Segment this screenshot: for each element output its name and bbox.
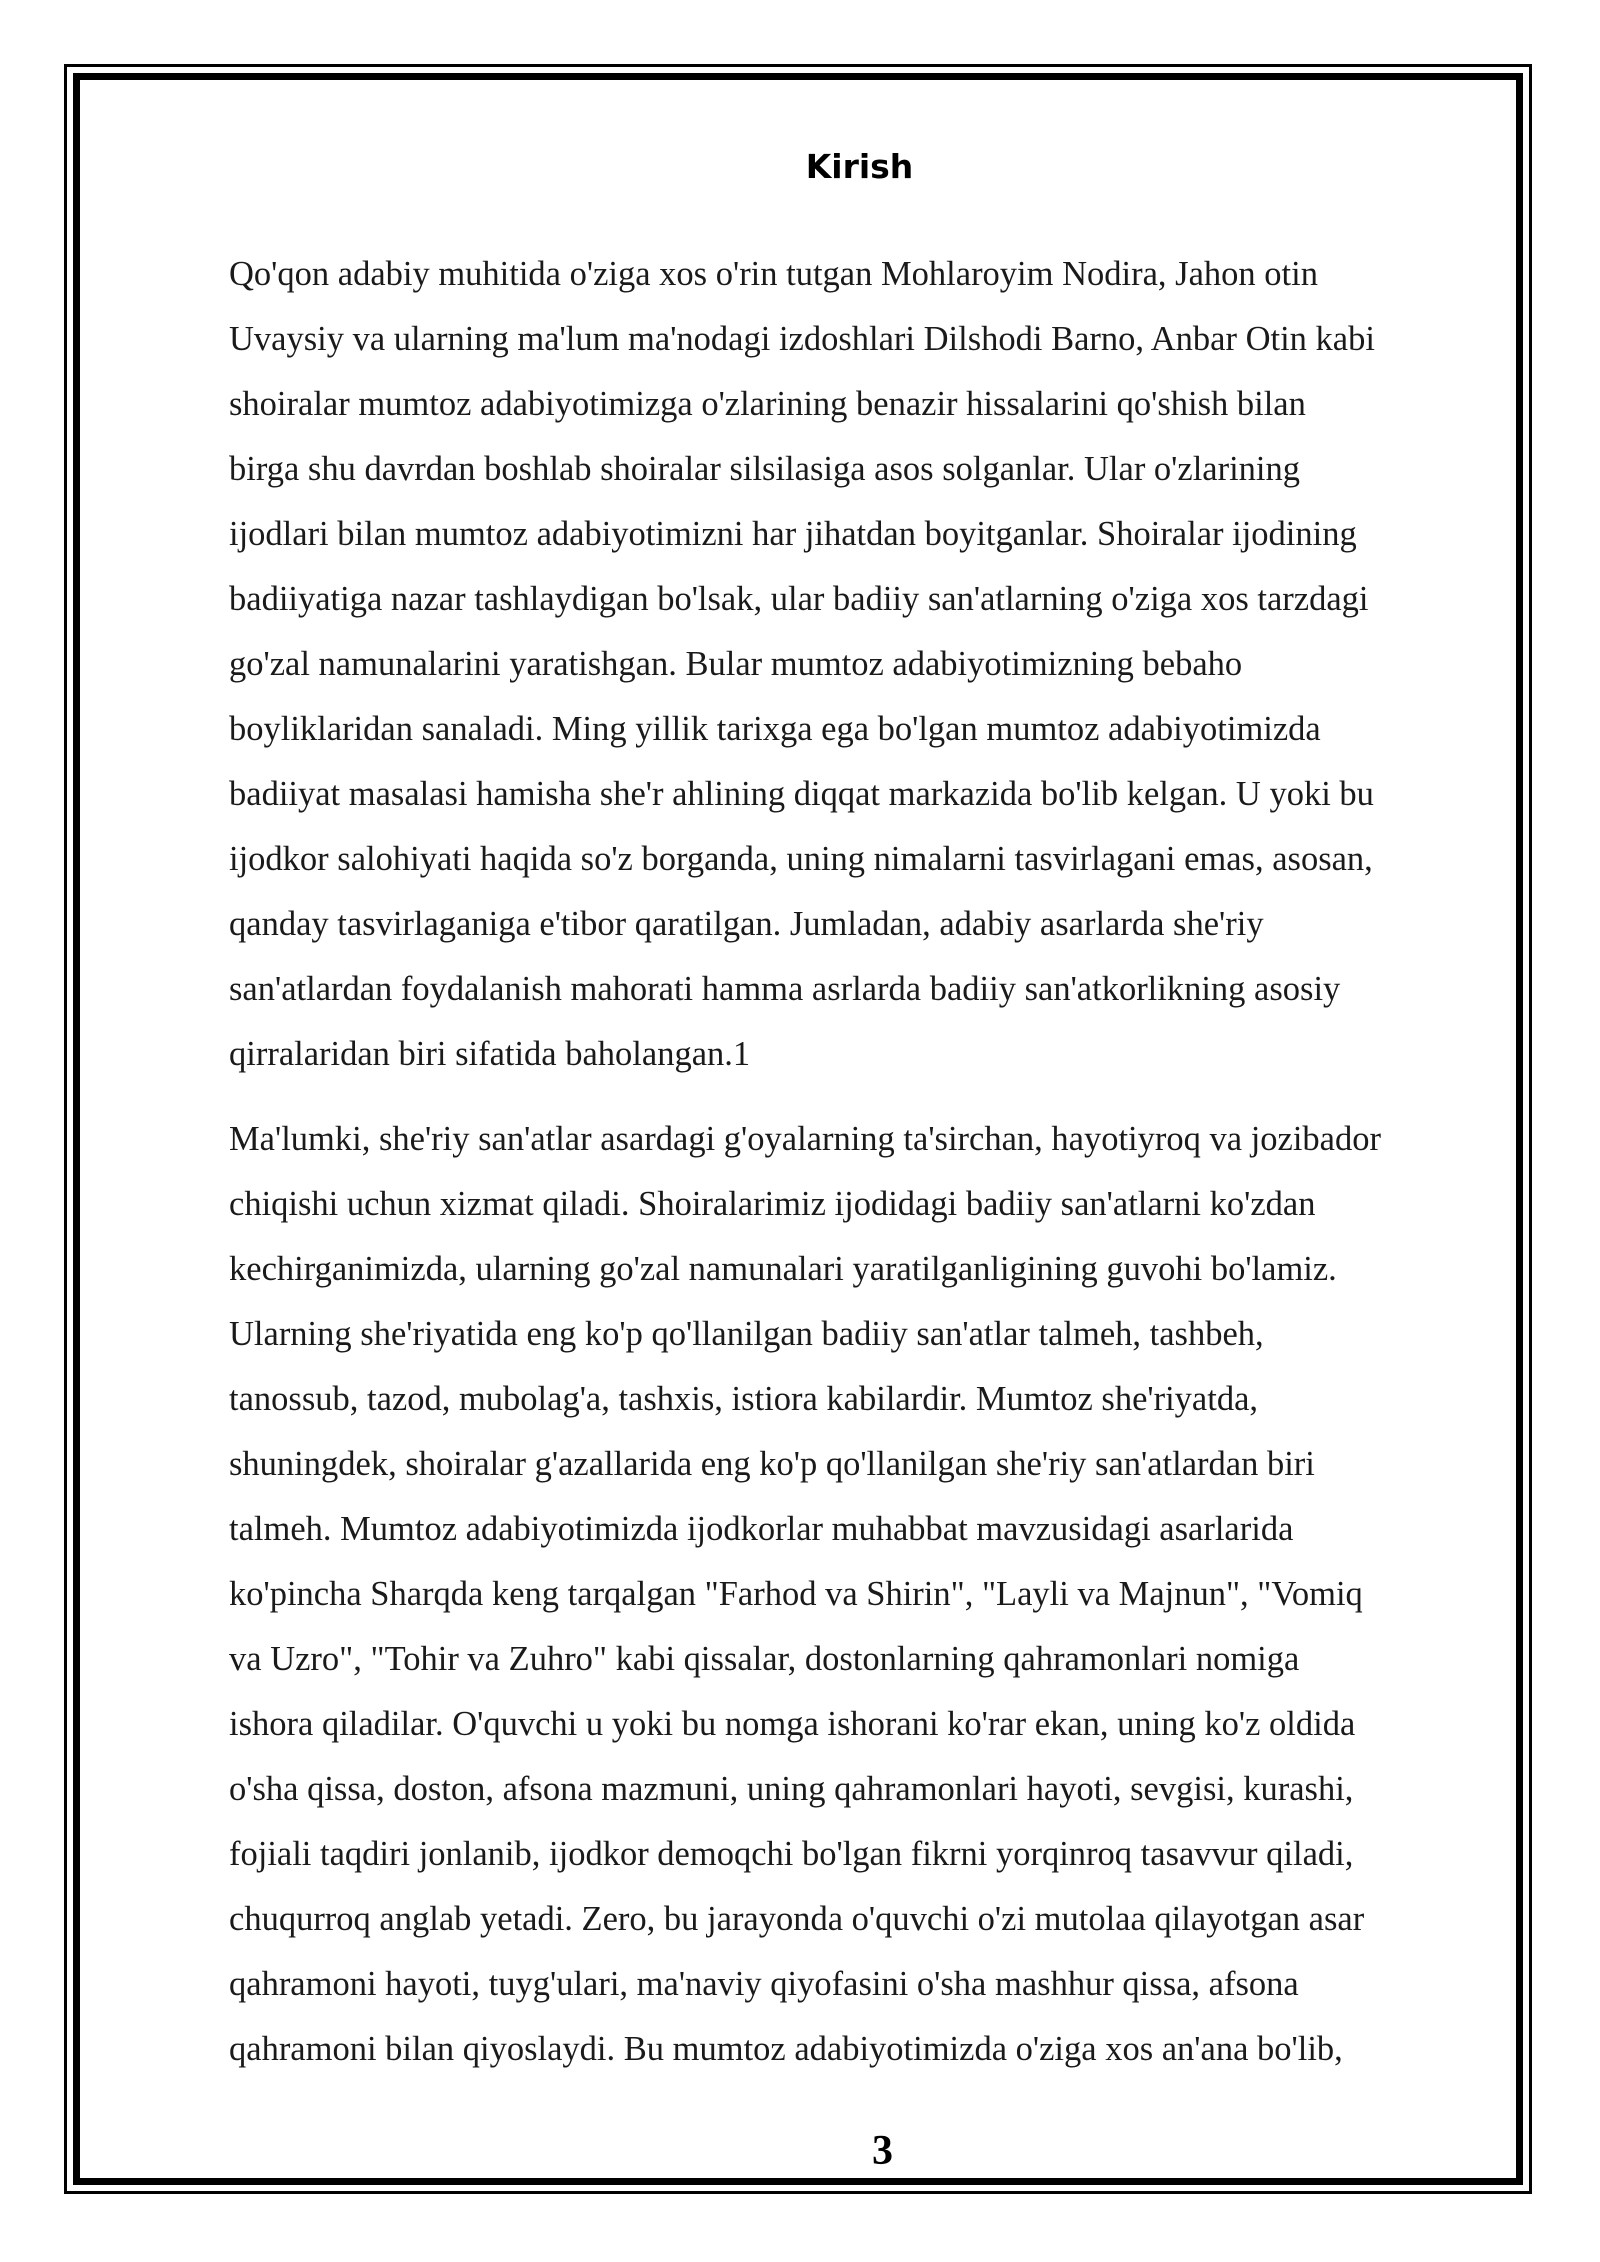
paragraph-2 (229, 1107, 1489, 2082)
text-line: qanday tasvirlaganiga e'tibor qaratilgan. Jumladan, adabiy asarlarda she'riy (229, 905, 1264, 943)
text-line: Qo'qon adabiy muhitida o'ziga xos o'rin tutgan Mohlaroyim Nodira, Jahon otin (229, 255, 1318, 293)
text-line: fojiali taqdiri jonlanib, ijodkor demoqchi bo'lgan fikrni yorqinroq tasavvur qiladi, (229, 1835, 1354, 1873)
text-line: ijodlari bilan mumtoz adabiyotimizni har jihatdan boyitganlar. Shoiralar ijodining (229, 515, 1357, 553)
text-line: chiqishi uchun xizmat qiladi. Shoiralarimiz ijodidagi badiiy san'atlarni ko'zdan (229, 1185, 1316, 1223)
text-line: shuningdek, shoiralar g'azallarida eng ko'p qo'llanilgan she'riy san'atlardan biri (229, 1445, 1315, 1483)
text-line: Uvaysiy va ularning ma'lum ma'nodagi izdoshlari Dilshodi Barno, Anbar Otin kabi (229, 320, 1375, 358)
title-container (73, 147, 1600, 186)
text-line: Ma'lumki, she'riy san'atlar asardagi g'oyalarning ta'sirchan, hayotiyroq va jozibador (229, 1120, 1381, 1158)
text-line: talmeh. Mumtoz adabiyotimizda ijodkorlar muhabbat mavzusidagi asarlarida (229, 1510, 1294, 1548)
text-line: san'atlardan foydalanish mahorati hamma asrlarda badiiy san'atkorlikning asosiy (229, 970, 1341, 1008)
text-line: va Uzro", "Tohir va Zuhro" kabi qissalar, dostonlarning qahramonlari nomiga (229, 1640, 1300, 1678)
text-line: go'zal namunalarini yaratishgan. Bular mumtoz adabiyotimizning bebaho (229, 645, 1243, 683)
text-line: Ularning she'riyatida eng ko'p qo'llanilgan badiiy san'atlar talmeh, tashbeh, (229, 1315, 1264, 1353)
text-line: o'sha qissa, doston, afsona mazmuni, uning qahramonlari hayoti, sevgisi, kurashi, (229, 1770, 1354, 1808)
text-line: qahramoni hayoti, tuyg'ulari, ma'naviy qiyofasini o'sha mashhur qissa, afsona (229, 1965, 1299, 2003)
text-line: tanossub, tazod, mubolag'a, tashxis, istiora kabilardir. Mumtoz she'riyatda, (229, 1380, 1259, 1418)
text-line: ko'pincha Sharqda keng tarqalgan "Farhod va Shirin", "Layli va Majnun", "Vomiq (229, 1575, 1363, 1613)
text-line: kechirganimizda, ularning go'zal namunalari yaratilganligining guvohi bo'lamiz. (229, 1250, 1337, 1288)
text-line: badiiyatiga nazar tashlaydigan bo'lsak, ular badiiy san'atlarning o'ziga xos tarzdagi (229, 580, 1369, 618)
text-line: chuqurroq anglab yetadi. Zero, bu jarayonda o'quvchi o'zi mutolaa qilayotgan asar (229, 1900, 1365, 1938)
page-title: Kirish (805, 147, 914, 186)
document-body (229, 242, 1489, 2102)
text-line: ijodkor salohiyati haqida so'z borganda, uning nimalarni tasvirlagani emas, asosan, (229, 840, 1373, 878)
text-line: birga shu davrdan boshlab shoiralar silsilasiga asos solganlar. Ular o'zlarining (229, 450, 1301, 488)
text-line: ishora qiladilar. O'quvchi u yoki bu nomga ishorani ko'rar ekan, uning ko'z oldida (229, 1705, 1356, 1743)
text-line: qirralaridan biri sifatida baholangan.1 (229, 1035, 751, 1073)
text-line: shoiralar mumtoz adabiyotimizga o'zlarining benazir hissalarini qo'shish bilan (229, 385, 1306, 423)
text-line: qahramoni bilan qiyoslaydi. Bu mumtoz adabiyotimizda o'ziga xos an'ana bo'lib, (229, 2030, 1343, 2068)
text-line: boyliklaridan sanaladi. Ming yillik tarixga ega bo'lgan mumtoz adabiyotimizda (229, 710, 1321, 748)
page-number: 3 (872, 2128, 893, 2174)
paragraph-1 (229, 242, 1489, 1087)
text-line: badiiyat masalasi hamisha she'r ahlining diqqat markazida bo'lib kelgan. U yoki bu (229, 775, 1374, 813)
